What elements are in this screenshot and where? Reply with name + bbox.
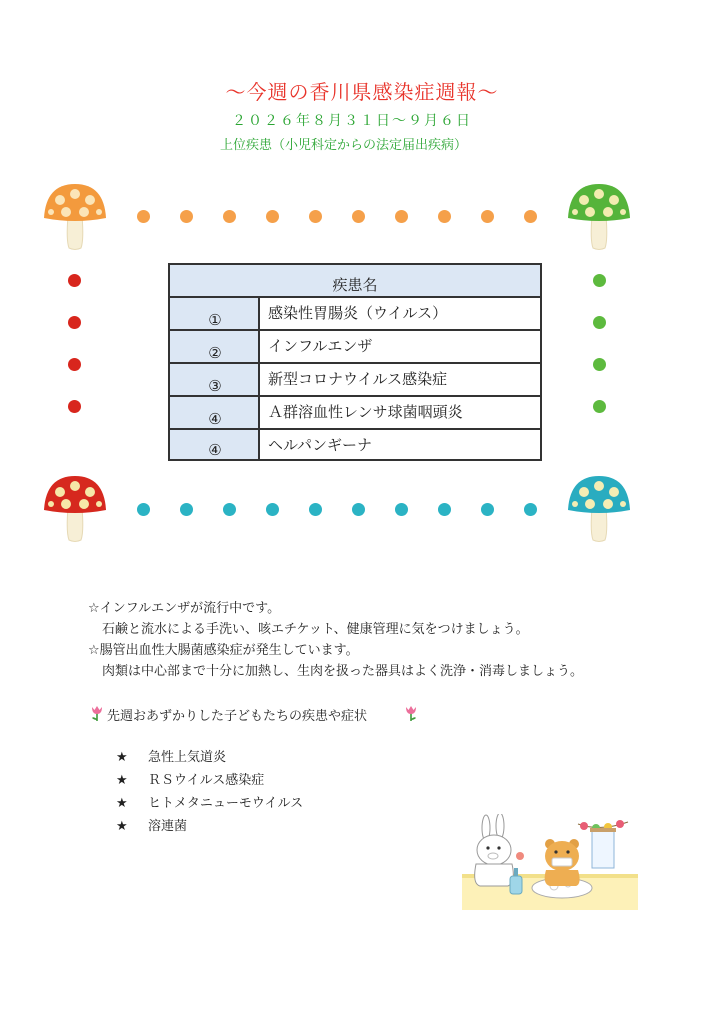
- decorative-dot: [481, 210, 494, 223]
- table-row: [170, 298, 540, 331]
- table-row: [170, 331, 540, 364]
- decorative-dot: [309, 503, 322, 516]
- decorative-dot: [180, 503, 193, 516]
- mushroom-orange-icon: [42, 182, 108, 252]
- list-item: [116, 815, 187, 834]
- mushroom-green-icon: [566, 182, 632, 252]
- decorative-dot: [68, 358, 81, 371]
- decorative-dot: [481, 503, 494, 516]
- tulip-icon: [404, 704, 418, 722]
- star-icon: ★: [116, 819, 128, 834]
- decorative-dot: [593, 274, 606, 287]
- page-title: ～今週の香川県感染症週報～: [225, 80, 499, 104]
- decorative-dot: [395, 503, 408, 516]
- decorative-dot: [352, 503, 365, 516]
- last-week-heading: 先週おあずかりした子どもたちの疾患や症状: [107, 709, 368, 724]
- rank-cell: ④: [208, 410, 222, 428]
- decorative-dot: [309, 210, 322, 223]
- list-item: [116, 746, 226, 765]
- decorative-dot: [68, 274, 81, 287]
- decorative-dot: [266, 210, 279, 223]
- table-row: [170, 397, 540, 430]
- note-meat: 肉類は中心部まで十分に加熱し、生肉を扱った器具はよく洗浄・消毒しましょう。: [102, 664, 584, 679]
- disease-name: Ａ群溶血性レンサ球菌咽頭炎: [268, 403, 463, 421]
- decorative-dot: [223, 210, 236, 223]
- list-item-label: 溶連菌: [148, 819, 188, 834]
- decorative-dot: [68, 400, 81, 413]
- decorative-dot: [395, 210, 408, 223]
- rank-cell: ②: [208, 344, 222, 362]
- star-icon: ★: [116, 773, 128, 788]
- disease-name: インフルエンザ: [268, 337, 373, 355]
- decorative-dot: [137, 210, 150, 223]
- list-item: [116, 792, 303, 811]
- decorative-dot: [593, 358, 606, 371]
- star-icon: ★: [116, 796, 128, 811]
- decorative-dot: [438, 503, 451, 516]
- tulip-icon: [90, 704, 104, 722]
- decorative-dot: [524, 210, 537, 223]
- rank-cell: ③: [208, 377, 222, 395]
- note-handwashing: 石鹸と流水による手洗い、咳エチケット、健康管理に気をつけましょう。: [102, 622, 529, 637]
- rank-cell: ④: [208, 441, 222, 459]
- star-icon: ★: [116, 750, 128, 765]
- date-range: ２０２６年８月３１日～９月６日: [232, 113, 472, 129]
- disease-name: 感染性胃腸炎（ウイルス）: [268, 304, 448, 322]
- disease-name: 新型コロナウイルス感染症: [268, 370, 448, 388]
- mushroom-red-icon: [42, 474, 108, 544]
- handwashing-animals-illustration: [460, 814, 640, 910]
- decorative-dot: [593, 400, 606, 413]
- note-ehec: ☆腸管出血性大腸菌感染症が発生しています。: [88, 643, 359, 658]
- disease-name: ヘルパンギーナ: [268, 436, 372, 454]
- note-influenza: ☆インフルエンザが流行中です。: [88, 601, 281, 616]
- decorative-dot: [223, 503, 236, 516]
- decorative-dot: [593, 316, 606, 329]
- rank-cell: ①: [208, 311, 222, 329]
- table-row: [170, 430, 540, 459]
- decorative-dot: [137, 503, 150, 516]
- disease-table: [168, 263, 542, 461]
- decorative-dot: [266, 503, 279, 516]
- subtitle: 上位疾患（小児科定からの法定届出疾病）: [220, 138, 468, 153]
- list-item: [116, 769, 264, 788]
- table-header-row: [170, 265, 540, 298]
- list-item-label: ヒトメタニューモウイルス: [148, 796, 304, 811]
- mushroom-teal-icon: [566, 474, 632, 544]
- decorative-dot: [438, 210, 451, 223]
- decorative-dot: [524, 503, 537, 516]
- decorative-dot: [180, 210, 193, 223]
- table-row: [170, 364, 540, 397]
- decorative-dot: [68, 316, 81, 329]
- list-item-label: 急性上気道炎: [148, 750, 227, 765]
- column-header: 疾患名: [332, 276, 378, 294]
- decorative-dot: [352, 210, 365, 223]
- list-item-label: ＲＳウイルス感染症: [148, 773, 265, 788]
